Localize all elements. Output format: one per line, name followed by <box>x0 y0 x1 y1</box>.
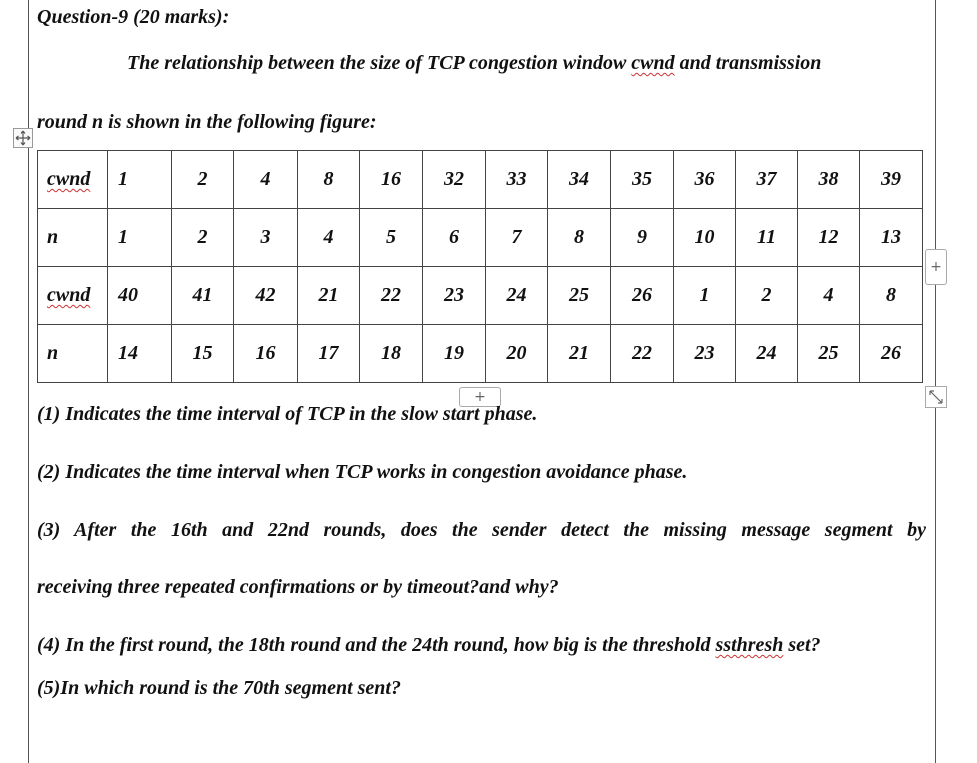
table-cell: 8 <box>298 151 360 209</box>
table-cell: 4 <box>298 209 360 267</box>
table-cell: 22 <box>611 325 674 383</box>
table-cell: 23 <box>423 267 486 325</box>
table-cell: 34 <box>548 151 611 209</box>
cwnd-term: cwnd <box>47 284 91 306</box>
table-cell: 2 <box>172 151 234 209</box>
table-cell: 6 <box>423 209 486 267</box>
table-cell: 33 <box>486 151 548 209</box>
table-cell: 4 <box>234 151 298 209</box>
table-row <box>38 267 923 325</box>
table-cell: 20 <box>486 325 548 383</box>
move-arrows-icon <box>15 130 31 146</box>
table-cell: 19 <box>423 325 486 383</box>
row-label <box>38 151 108 209</box>
table-row <box>38 209 923 267</box>
add-row-button[interactable]: + <box>459 387 501 407</box>
table-row <box>38 325 923 383</box>
intro-line-2: round n is shown in the following figure: <box>37 111 377 133</box>
subquestion-3-line-2: receiving three repeated confirmations or by timeout?and why? <box>37 576 559 598</box>
table-cell: 1 <box>108 151 172 209</box>
table-cell: 1 <box>108 209 172 267</box>
table-cell: 23 <box>674 325 736 383</box>
table-resize-handle[interactable] <box>925 386 947 408</box>
table-cell: 11 <box>736 209 798 267</box>
table-cell: 10 <box>674 209 736 267</box>
page-margin-left <box>28 0 29 763</box>
table-cell: 26 <box>860 325 923 383</box>
row-label: n <box>38 209 108 267</box>
table-cell: 2 <box>172 209 234 267</box>
subquestion-1: (1) Indicates the time interval of TCP in the slow start phase. <box>37 403 538 425</box>
table-cell: 1 <box>674 267 736 325</box>
table-cell: 14 <box>108 325 172 383</box>
table-cell: 8 <box>860 267 923 325</box>
table-cell: 36 <box>674 151 736 209</box>
table-cell: 32 <box>423 151 486 209</box>
table-cell: 5 <box>360 209 423 267</box>
table-move-handle[interactable] <box>13 128 33 148</box>
table-cell: 25 <box>548 267 611 325</box>
table-cell: 21 <box>548 325 611 383</box>
table-cell: 40 <box>108 267 172 325</box>
table-cell: 39 <box>860 151 923 209</box>
cwnd-term: cwnd <box>47 168 91 190</box>
table-cell: 42 <box>234 267 298 325</box>
table-cell: 12 <box>798 209 860 267</box>
table-cell: 18 <box>360 325 423 383</box>
subquestion-4: (4) In the first round, the 18th round and the 24th round, how big is the threshold ssthresh set? <box>37 634 821 656</box>
row-label: n <box>38 325 108 383</box>
table-cell: 3 <box>234 209 298 267</box>
table-cell: 8 <box>548 209 611 267</box>
table-cell: 41 <box>172 267 234 325</box>
ssthresh-term: ssthresh <box>715 634 784 656</box>
subquestion-2: (2) Indicates the time interval when TCP works in congestion avoidance phase. <box>37 461 688 483</box>
table-cell: 17 <box>298 325 360 383</box>
cwnd-round-table <box>37 150 923 383</box>
table-cell: 16 <box>360 151 423 209</box>
table-cell: 16 <box>234 325 298 383</box>
table-cell: 15 <box>172 325 234 383</box>
subquestion-3-line-1: (3) After the 16th and 22nd rounds, does the sender detect the missing message segment by <box>37 519 926 541</box>
table-cell: 2 <box>736 267 798 325</box>
resize-diagonal-icon <box>926 387 946 407</box>
table-cell: 21 <box>298 267 360 325</box>
table-cell: 26 <box>611 267 674 325</box>
intro-line-1: The relationship between the size of TCP congestion window cwnd and transmission <box>127 52 822 74</box>
table-cell: 4 <box>798 267 860 325</box>
table-cell: 25 <box>798 325 860 383</box>
row-label <box>38 267 108 325</box>
page-margin-right <box>935 0 936 763</box>
table-cell: 22 <box>360 267 423 325</box>
table-cell: 7 <box>486 209 548 267</box>
cwnd-term: cwnd <box>631 52 675 74</box>
add-column-button[interactable]: + <box>925 249 947 285</box>
table-cell: 9 <box>611 209 674 267</box>
table-cell: 13 <box>860 209 923 267</box>
table-cell: 24 <box>736 325 798 383</box>
table-cell: 38 <box>798 151 860 209</box>
table-cell: 35 <box>611 151 674 209</box>
table-cell: 24 <box>486 267 548 325</box>
table-cell: 37 <box>736 151 798 209</box>
table-row <box>38 151 923 209</box>
subquestion-5: (5)In which round is the 70th segment sent? <box>37 677 401 699</box>
question-title: Question-9 (20 marks): <box>37 6 230 28</box>
